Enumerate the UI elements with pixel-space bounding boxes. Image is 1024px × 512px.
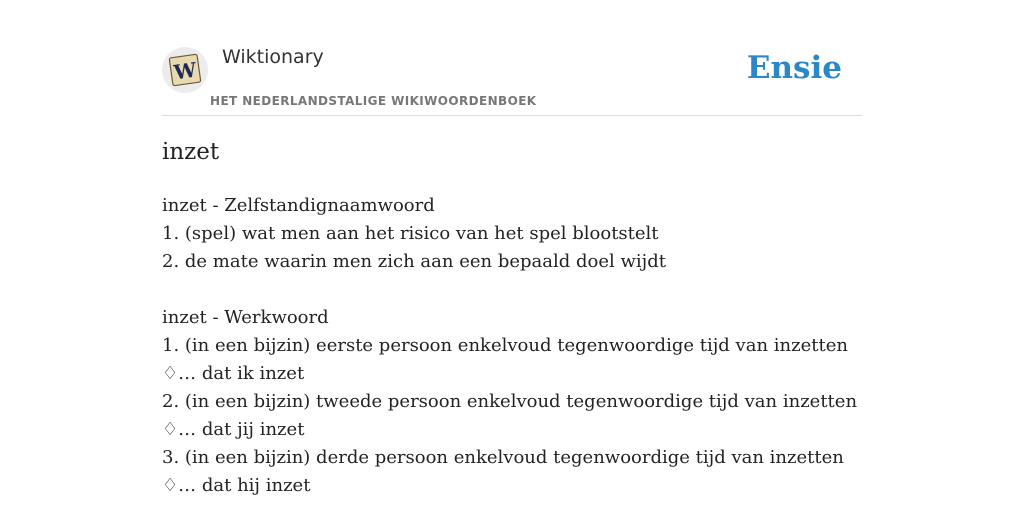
- entry-verb: [162, 304, 862, 500]
- definition-line: 2. (in een bijzin) tweede persoon enkelvoud tegenwoordige tijd van inzetten: [162, 391, 858, 412]
- logo-letter: W: [172, 57, 198, 85]
- definition-line: 3. (in een bijzin) derde persoon enkelvoud tegenwoordige tijd van inzetten: [162, 447, 844, 468]
- example-line: ♢… dat ik inzet: [162, 363, 305, 384]
- page-title: inzet: [162, 139, 220, 165]
- wiktionary-logo-icon[interactable]: [162, 47, 208, 93]
- ensie-brand-link[interactable]: Ensie: [746, 50, 842, 86]
- site-tagline: HET NEDERLANDSTALIGE WIKIWOORDENBOEK: [210, 94, 537, 108]
- example-line: ♢… dat jij inzet: [162, 419, 305, 440]
- entry-noun: [162, 192, 862, 276]
- definitions: [162, 192, 862, 512]
- site-name[interactable]: Wiktionary: [222, 46, 324, 68]
- example-line: ♢… dat hij inzet: [162, 475, 311, 496]
- site-header: [162, 44, 862, 116]
- entry-heading: inzet - Zelfstandignaamwoord: [162, 195, 435, 216]
- wiktionary-tile-icon: [168, 53, 202, 87]
- definition-line: 1. (in een bijzin) eerste persoon enkelvoud tegenwoordige tijd van inzetten: [162, 335, 848, 356]
- entry-heading: inzet - Werkwoord: [162, 307, 329, 328]
- definition-line: 2. de mate waarin men zich aan een bepaald doel wijdt: [162, 251, 666, 272]
- definition-line: 1. (spel) wat men aan het risico van het spel blootstelt: [162, 223, 659, 244]
